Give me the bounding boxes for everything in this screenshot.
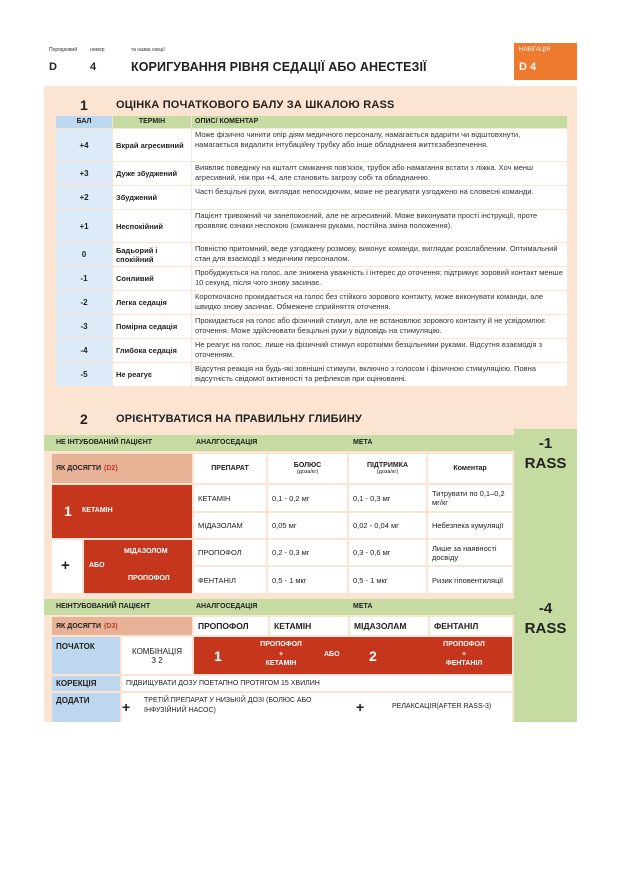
table-row — [56, 243, 567, 266]
option-or-group — [84, 540, 192, 593]
plus-cell — [52, 540, 82, 593]
navigation-badge[interactable] — [514, 43, 577, 80]
table-row — [56, 339, 567, 362]
col-bolus — [268, 454, 347, 483]
combo2-top: ПРОПОФОЛ — [443, 641, 485, 648]
drug-bolus: 0,05 мг — [268, 513, 347, 538]
desc-cell: Може фізично чинити опір діям медичного персоналу, намагається вдарити чи відштовхнути, намагається видалити інтубаційну трубку або інше обладнання життєзабезпечення. — [192, 129, 567, 161]
combo2-drugs — [424, 640, 504, 669]
how-ref[interactable]: (D2) — [104, 465, 118, 472]
correction-label-cell — [52, 676, 120, 691]
option1-name: КЕТАМІН — [82, 507, 113, 514]
term-cell: Легка седація — [113, 291, 191, 314]
table-row — [56, 162, 567, 185]
goal-label: МЕТА — [353, 603, 373, 610]
table-row — [56, 363, 567, 386]
score-cell: -4 — [56, 339, 112, 362]
analgo-label: АНАЛГОСЕДАЦІЯ — [196, 603, 258, 610]
combo1-number: 1 — [214, 648, 222, 664]
drug-maint: 0,5 - 1 мкг — [349, 567, 426, 593]
combo2-plus: + — [461, 650, 467, 658]
col-term: ТЕРМІН — [113, 116, 191, 128]
option-midazolam: МІДАЗОЛОМ — [124, 548, 168, 555]
score-cell: 0 — [56, 243, 112, 266]
drug-comment: Небезпека кумуляції — [428, 513, 512, 538]
how-to-achieve — [52, 454, 192, 483]
combo-or: АБО — [324, 651, 340, 658]
combo1-top: ПРОПОФОЛ — [260, 641, 302, 648]
section1-number: 1 — [80, 97, 88, 113]
section2-title: ОРІЄНТУВАТИСЯ НА ПРАВИЛЬНУ ГЛИБИНУ — [116, 413, 363, 425]
combo1-plus: + — [278, 650, 284, 658]
rass-target-minus1 — [514, 429, 577, 593]
plus-sign: + — [61, 557, 70, 574]
add-label-cell — [52, 693, 120, 722]
drug-col: МІДАЗОЛАМ — [350, 617, 428, 635]
combo-label: КОМБІНАЦІЯ — [132, 646, 182, 656]
col-bolus-label: БОЛЮС — [293, 462, 322, 469]
desc-cell: Пацієнт тривожний чи занепокоєний, але не агресивний. Може виконувати прості інструкції, проте проявляє ознаки неспокою (смикання руками, постійна зміна положення). — [192, 210, 567, 242]
start-label: ПОЧАТОК — [56, 642, 95, 651]
drug-maint: 0,02 - 0,04 мг — [349, 513, 426, 538]
label-number: номер — [90, 47, 105, 53]
rass-table — [56, 116, 567, 386]
patient-label: НЕ ІНТУБОВАНИЙ ПАЦІЄНТ — [56, 439, 153, 446]
score-cell: -1 — [56, 267, 112, 290]
score-cell: -2 — [56, 291, 112, 314]
term-cell: Неспокійний — [113, 210, 191, 242]
desc-cell: Виявляє поведінку на кшталт смикання пов'язок, трубок або намагання встати з ліжка. Хоч менш агресивний, ніж при +4, але становить загрозу собі та обладнанню. — [192, 162, 567, 185]
how-to-achieve — [52, 617, 192, 635]
label-order: Порядковий — [49, 47, 77, 53]
desc-cell: Не реагує на голос, лише на фізичний стимул короткими безцільними руками. Відсутня взаємодія з оточенням. — [192, 339, 567, 362]
intubated-header — [44, 599, 577, 615]
analgo-label: АНАЛГОСЕДАЦІЯ — [196, 439, 258, 446]
col-maint — [349, 454, 426, 483]
nav-value: D 4 — [519, 61, 537, 73]
goal-label: МЕТА — [353, 439, 373, 446]
drug-bolus: 0,5 - 1 мкг — [268, 567, 347, 593]
col-comment: Коментар — [428, 454, 512, 483]
add-plus-2: + — [356, 699, 365, 715]
rass-table-header — [56, 116, 567, 128]
desc-cell: Короткочасно прокидається на голос без стійкого зорового контакту, може виконувати команди, але швидко знову засинає. Обмежене сприйняття оточення. — [192, 291, 567, 314]
combination-options — [194, 637, 512, 674]
combo1-bottom: КЕТАМІН — [265, 660, 297, 667]
term-cell: Сонливий — [113, 267, 191, 290]
combo2-number: 2 — [369, 648, 377, 664]
nav-label: НАВІГАЦІЯ — [519, 47, 551, 53]
or-label: АБО — [89, 562, 105, 569]
drug-col: КЕТАМІН — [270, 617, 348, 635]
add-plus-1: + — [122, 699, 131, 715]
desc-cell: Пробуджується на голос, але знижена уважність і інтерес до оточення; підтримує зоровий контакт менше 10 секунд, після чого знову засинає. — [192, 267, 567, 290]
correction-text: ПІДВИЩУВАТИ ДОЗУ ПОЕТАПНО ПРОТЯГОМ 15 ХВИЛИН — [122, 676, 512, 691]
section1-title: ОЦІНКА ПОЧАТКОВОГО БАЛУ ЗА ШКАЛОЮ RASS — [116, 99, 395, 111]
term-cell: Вкрай агресивний — [113, 129, 191, 161]
how-label: ЯК ДОСЯГТИ — [56, 465, 102, 472]
rass-target-minus4 — [514, 593, 577, 722]
score-cell: +4 — [56, 129, 112, 161]
col-maint-label: ПІДТРИМКА — [366, 462, 409, 469]
drug-comment: Лише за наявності досвіду — [428, 540, 512, 565]
term-cell: Не реагує — [113, 363, 191, 386]
start-label-cell — [52, 637, 120, 674]
drug-bolus: 0,1 - 0,2 мг — [268, 485, 347, 511]
score-cell: -3 — [56, 315, 112, 338]
col-drug: ПРЕПАРАТ — [194, 454, 266, 483]
col-score: БАЛ — [56, 116, 112, 128]
patient-label: НЕІНТУБОВАНИЙ ПАЦІЄНТ — [56, 603, 151, 610]
drug-comment: Ризик гіповентиляції — [428, 567, 512, 593]
drug-maint: 0,1 - 0,3 мг — [349, 485, 426, 511]
drug-name: ПРОПОФОЛ — [194, 540, 266, 565]
section2-number: 2 — [80, 411, 88, 427]
add-label: ДОДАТИ — [56, 696, 90, 705]
combo-value: З 2 — [151, 655, 163, 665]
drug-name: МІДАЗОЛАМ — [194, 513, 266, 538]
drug-bolus: 0,2 - 0,3 мг — [268, 540, 347, 565]
how-ref[interactable]: (D3) — [104, 622, 118, 630]
option1-number: 1 — [64, 503, 72, 519]
combo2-bottom: ФЕНТАНІЛ — [445, 660, 483, 667]
how-label: ЯК ДОСЯГТИ — [56, 622, 102, 630]
table-row — [56, 129, 567, 161]
table-row — [56, 315, 567, 338]
page-title: КОРИГУВАННЯ РІВНЯ СЕДАЦІЇ АБО АНЕСТЕЗІЇ — [131, 60, 427, 74]
page-header — [44, 43, 577, 80]
add-option-1: ТРЕТІЙ ПРЕПАРАТ У НИЗЬКІЙ ДОЗІ (БОЛЮС АБО ІНФУЗІЙНИЙ НАСОС) — [144, 697, 312, 714]
term-cell: Бадьорий і спокійний — [113, 243, 191, 266]
correction-label: КОРЕКЦІЯ — [56, 679, 97, 688]
drug-maint: 0,3 - 0,6 мг — [349, 540, 426, 565]
desc-cell: Повністю притомний, веде узгоджену розмову, виконує команди, виглядає розслабленим. Оптимальний стан для взаємодії з медичним персоналом. — [192, 243, 567, 266]
desc-cell: Відсутня реакція на будь-які зовнішні стимули, включно з голосом і фізичною стимуляцією. Повна відсутність свідомої активності та рефлексів при оцінюванні. — [192, 363, 567, 386]
term-cell: Глибока седація — [113, 339, 191, 362]
col-desc: ОПИС/ КОМЕНТАР — [192, 116, 567, 128]
rass-value: -1 — [538, 435, 553, 452]
section-number: 4 — [90, 61, 97, 73]
col-bolus-unit: (доза/кг) — [296, 469, 319, 475]
option-ketamine — [52, 485, 192, 538]
nonintubated-header — [44, 435, 577, 451]
table-row — [56, 267, 567, 290]
add-option-2: РЕЛАКСАЦІЯ(AFTER RASS-3) — [392, 703, 492, 710]
drug-col: ФЕНТАНІЛ — [430, 617, 512, 635]
col-maint-unit: (доза/кг) — [376, 469, 399, 475]
desc-cell: Прокидається на голос або фізичний стимул, але не встановлює зорового контакту й не усвідомлює оточення. Може здійснювати безцільні рухи у відповідь на стимуляцію. — [192, 315, 567, 338]
table-row — [56, 291, 567, 314]
score-cell: -5 — [56, 363, 112, 386]
label-title: та назва секції — [131, 47, 165, 53]
rass-label: RASS — [524, 620, 567, 637]
add-options — [122, 693, 512, 722]
term-cell: Дуже збуджений — [113, 162, 191, 185]
option-propofol: ПРОПОФОЛ — [128, 575, 170, 582]
desc-cell: Часті безцільні рухи, виглядає непосидючим, може не реагувати узгоджено на словесні команди. — [192, 186, 567, 209]
term-cell: Збуджений — [113, 186, 191, 209]
main-panel — [44, 86, 577, 722]
table-row — [56, 210, 567, 242]
rass-value: -4 — [538, 600, 553, 617]
drug-col: ПРОПОФОЛ — [194, 617, 268, 635]
score-cell: +3 — [56, 162, 112, 185]
drug-comment: Титрувати по 0,1–0,2 мг/кг — [428, 485, 512, 511]
section-letter: D — [49, 61, 57, 73]
score-cell: +1 — [56, 210, 112, 242]
combination-cell — [122, 637, 192, 674]
drug-name: ФЕНТАНІЛ — [194, 567, 266, 593]
rass-label: RASS — [524, 455, 567, 472]
term-cell: Помірна седація — [113, 315, 191, 338]
combo1-drugs — [246, 640, 316, 669]
table-row — [56, 186, 567, 209]
score-cell: +2 — [56, 186, 112, 209]
drug-name: КЕТАМІН — [194, 485, 266, 511]
